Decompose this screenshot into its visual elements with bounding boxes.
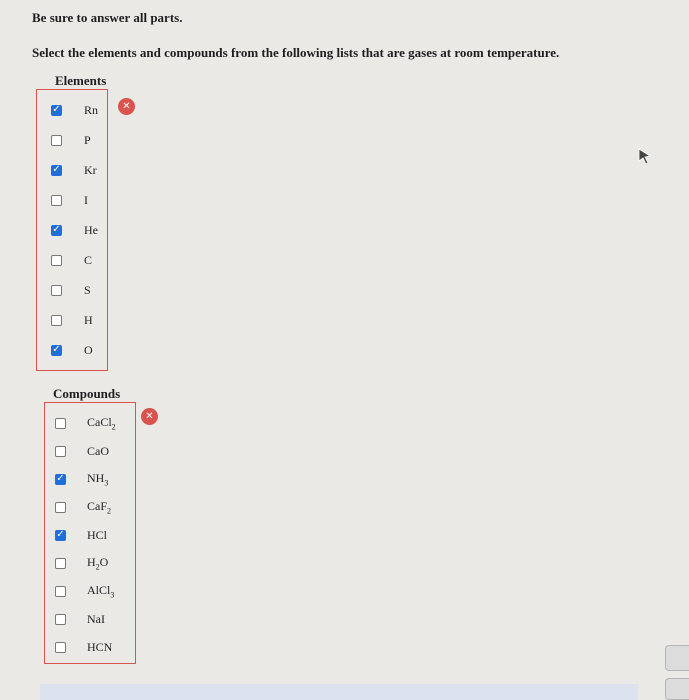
compound-label: $NH_3$: [87, 470, 109, 488]
compound-option[interactable]: [45, 441, 109, 461]
element-option[interactable]: [37, 220, 98, 240]
element-option[interactable]: [37, 130, 91, 150]
element-option[interactable]: [37, 340, 93, 360]
element-label: O: [84, 342, 93, 357]
checkmark-icon: ✓: [52, 224, 61, 235]
compound-option[interactable]: [45, 413, 116, 433]
element-label: P: [84, 132, 91, 147]
element-option[interactable]: [37, 100, 98, 120]
element-label: C: [84, 252, 93, 267]
side-panel-button[interactable]: [665, 678, 689, 700]
checkmark-icon: ✓: [56, 529, 65, 540]
checkmark-icon: ✓: [56, 473, 65, 484]
checkbox[interactable]: [55, 446, 66, 457]
compound-option[interactable]: [45, 637, 112, 657]
checkbox[interactable]: [55, 558, 66, 569]
side-panel-button[interactable]: [665, 645, 689, 671]
compound-label: HCl: [87, 527, 108, 542]
checkbox[interactable]: [55, 502, 66, 513]
checkmark-icon: ✓: [52, 164, 61, 175]
incorrect-x-icon: ✕: [141, 408, 158, 425]
checkbox-checked[interactable]: [55, 530, 66, 541]
checkbox[interactable]: [55, 418, 66, 429]
checkbox[interactable]: [51, 135, 62, 146]
element-option[interactable]: [37, 250, 92, 270]
element-label: Kr: [84, 162, 97, 177]
checkbox[interactable]: [55, 642, 66, 653]
compound-label: CaO: [87, 443, 109, 458]
element-label: He: [84, 222, 98, 237]
compound-option[interactable]: [45, 469, 108, 489]
compound-option[interactable]: [45, 525, 107, 545]
element-label: Rn: [84, 102, 99, 117]
element-label: I: [84, 192, 88, 207]
checkbox[interactable]: [51, 285, 62, 296]
checkbox[interactable]: [51, 195, 62, 206]
compound-option[interactable]: [45, 497, 111, 517]
compound-label: AlCl$_3$: [87, 582, 115, 600]
compounds-heading: Compounds: [53, 386, 121, 401]
instruction-text: Be sure to answer all parts.: [32, 10, 183, 25]
element-option[interactable]: [37, 310, 93, 330]
element-option[interactable]: [37, 280, 91, 300]
checkmark-icon: ✓: [52, 344, 61, 355]
element-label: S: [84, 282, 91, 297]
bottom-toolbar: [40, 684, 638, 700]
compound-option[interactable]: [45, 609, 105, 629]
incorrect-x-icon: ✕: [118, 98, 135, 115]
compound-label: HCN: [87, 639, 113, 654]
compound-label: NaI: [87, 611, 105, 626]
checkbox[interactable]: [51, 315, 62, 326]
compound-option[interactable]: [45, 581, 114, 601]
checkmark-icon: ✓: [52, 104, 61, 115]
checkbox-checked[interactable]: [51, 345, 62, 356]
checkbox-checked[interactable]: [55, 474, 66, 485]
checkbox[interactable]: [55, 614, 66, 625]
compound-label: CaCl$_2$: [87, 414, 116, 432]
elements-choice-list: [36, 89, 108, 371]
element-option[interactable]: [37, 190, 88, 210]
checkbox-checked[interactable]: [51, 105, 62, 116]
checkbox[interactable]: [51, 255, 62, 266]
compounds-choice-list: [44, 402, 136, 664]
checkbox-checked[interactable]: [51, 165, 62, 176]
checkbox[interactable]: [55, 586, 66, 597]
element-option[interactable]: [37, 160, 97, 180]
checkbox-checked[interactable]: [51, 225, 62, 236]
compound-label: $H_2O$: [87, 554, 109, 572]
element-label: H: [84, 312, 93, 327]
mouse-cursor-icon: [638, 148, 652, 166]
compound-label: CaF$_2$: [87, 498, 112, 516]
compound-option[interactable]: [45, 553, 108, 573]
question-prompt: Select the elements and compounds from the following lists that are gases at room temperature.: [32, 45, 560, 60]
elements-heading: Elements: [55, 73, 107, 88]
